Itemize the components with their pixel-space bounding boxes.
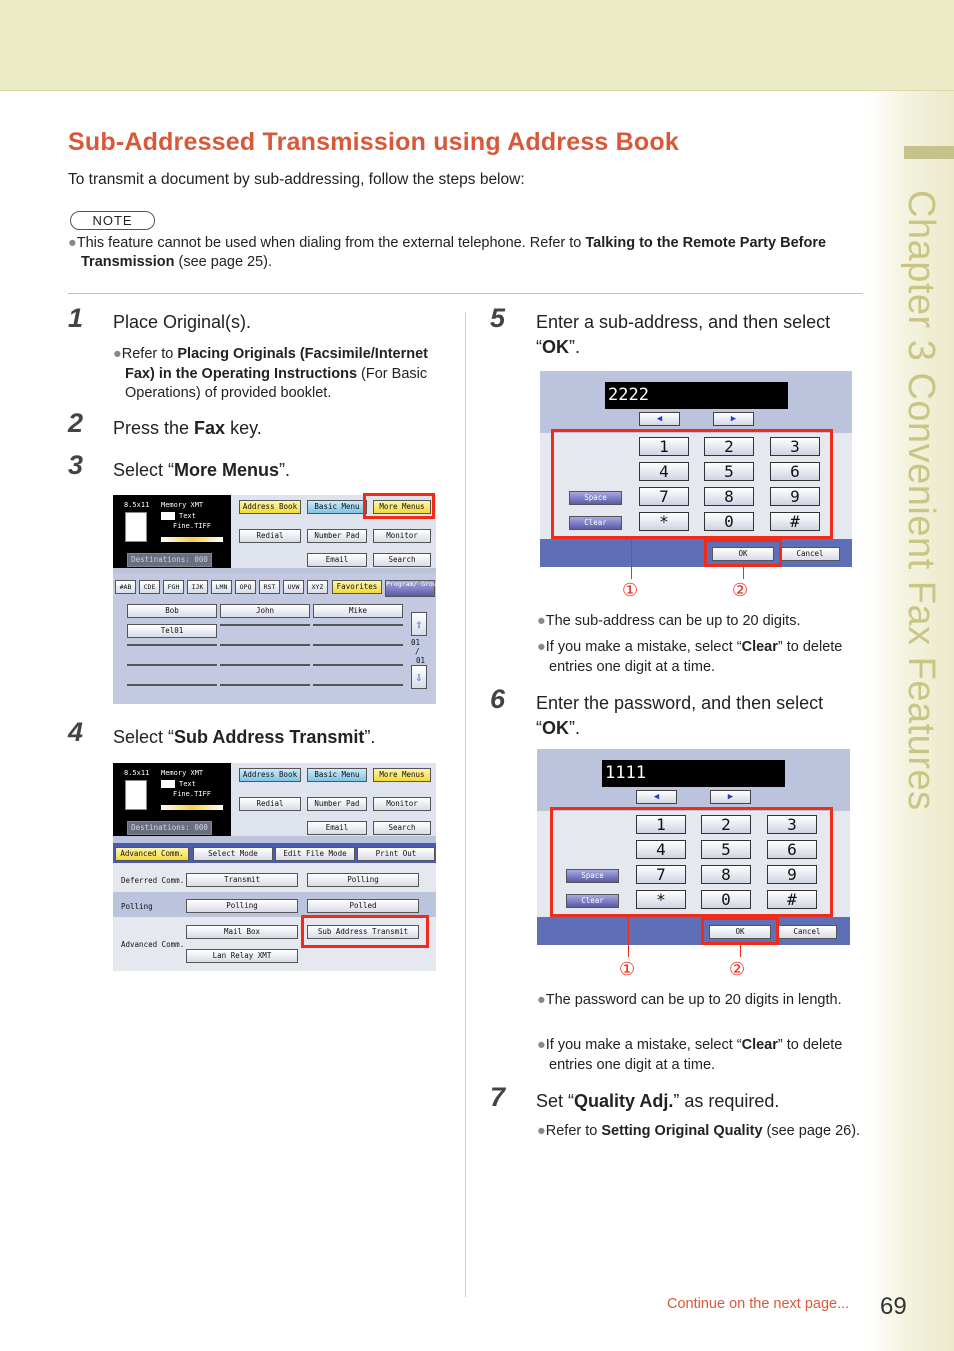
entry-empty[interactable] [313,664,403,666]
ok-button[interactable]: OK [712,547,774,561]
screen-advanced-comm: 8.5x11 Memory XMT Text Fine.TIFF Destinations: 000 Address Book Basic Menu More Menus Redial Number Pad Monitor Email Search Advanced Comm. Select Mode Edit File Mode Print Out Deferred Comm. Transmit Polling Polling Polling Polled Advanced Comm. Mail Box Sub Address Transmit Lan Relay XMT [113,763,436,971]
monitor-button[interactable]: Monitor [373,529,431,543]
bullet-icon: ● [68,235,77,251]
mail-box-button[interactable]: Mail Box [186,925,298,939]
step-number: 5 [490,303,506,333]
step-number: 1 [68,303,84,333]
sub-address-transmit-button[interactable]: Sub Address Transmit [307,925,419,939]
column-divider [465,312,466,1297]
key-8[interactable]: 8 [701,865,751,884]
step-bullet: ●If you make a mistake, select “Clear” to delete entries one digit at a time. [537,1037,843,1073]
status-panel: 8.5x11 Memory XMT Text Fine.TIFF Destinations: 000 [113,763,231,836]
step-text: Set “Quality Adj.” as required. [536,1091,780,1111]
key-7[interactable]: 7 [639,487,689,506]
step-number: 4 [68,717,84,747]
basic-menu-button[interactable]: Basic Menu [307,500,367,514]
key-9[interactable]: 9 [767,865,817,884]
favorites-tab[interactable]: Favorites [332,580,382,594]
step-number: 6 [490,684,506,714]
alpha-tab[interactable]: #AB [115,580,136,594]
key-2[interactable]: 2 [704,437,754,456]
email-button[interactable]: Email [307,821,367,835]
callout-line [743,567,744,579]
callout-line [631,539,632,579]
scroll-down-icon[interactable]: ⇩ [411,665,427,689]
scroll-up-icon[interactable]: ⇧ [411,612,427,636]
step-text: Enter a sub-address, and then select “OK”. [536,312,831,357]
entry-mike[interactable]: Mike [313,604,403,618]
tab-print-out[interactable]: Print Out [357,847,435,861]
callout-1: ① [619,959,636,979]
key-1[interactable]: 1 [636,815,686,834]
step-number: 7 [490,1082,506,1112]
key-8[interactable]: 8 [704,487,754,506]
key-star[interactable]: * [639,512,689,531]
alpha-tab[interactable]: CDE [139,580,160,594]
step-text: Enter the password, and then select “OK”. [536,693,824,738]
entry-empty[interactable] [127,644,217,646]
tab-edit-file-mode[interactable]: Edit File Mode [275,847,355,861]
number-pad-button[interactable]: Number Pad [307,529,367,543]
number-pad-button[interactable]: Number Pad [307,797,367,811]
polling-button[interactable]: Polling [186,899,298,913]
entry-empty[interactable] [127,664,217,666]
note-text: ●This feature cannot be used when dialing from the external telephone. Refer to Talking to the Remote Party Before Transmission (see page 25). [68,235,827,270]
note-badge: NOTE [70,211,155,230]
entry-empty[interactable] [220,624,310,626]
alpha-tab[interactable]: FGH [163,580,184,594]
highlight-ring [550,807,833,917]
polled-button[interactable]: Polled [307,899,419,913]
monitor-button[interactable]: Monitor [373,797,431,811]
tab-select-mode[interactable]: Select Mode [193,847,273,861]
program-group-tab[interactable]: Program/ Group [385,580,435,597]
step-text: Place Original(s). [113,312,252,332]
intro-text: To transmit a document by sub-addressing, follow the steps below: [68,171,525,188]
highlight-ring [551,429,833,539]
step-bullet: ●Refer to Placing Originals (Facsimile/Internet Fax) in the Operating Instructions (For Basic Operations) of provided booklet. [113,346,428,401]
password-display: 1111 [602,760,785,787]
space-button[interactable]: Space [569,491,622,505]
section-heading: Sub-Addressed Transmission using Address Book [68,128,679,156]
address-book-button[interactable]: Address Book [239,500,301,514]
search-button[interactable]: Search [373,821,431,835]
callout-2: ② [732,580,749,600]
space-button[interactable]: Space [566,869,619,883]
email-button[interactable]: Email [307,553,367,567]
key-4[interactable]: 4 [636,840,686,859]
step-number: 2 [68,408,84,438]
status-panel: 8.5x11 Memory XMT Text Fine.TIFF Destinations: 000 [113,495,231,568]
lan-relay-button[interactable]: Lan Relay XMT [186,949,298,963]
key-star[interactable]: * [636,890,686,909]
cancel-button[interactable]: Cancel [777,925,837,939]
entry-empty[interactable] [220,664,310,666]
alpha-tab[interactable]: XYZ [307,580,328,594]
tab-advanced-comm[interactable]: Advanced Comm. [115,847,189,861]
search-button[interactable]: Search [373,553,431,567]
key-0[interactable]: 0 [704,512,754,531]
key-hash[interactable]: # [770,512,820,531]
alpha-tab[interactable]: UVW [283,580,304,594]
more-menus-button[interactable]: More Menus [373,500,431,514]
key-5[interactable]: 5 [701,840,751,859]
key-2[interactable]: 2 [701,815,751,834]
key-0[interactable]: 0 [701,890,751,909]
entry-bob[interactable]: Bob [127,604,217,618]
alpha-tab[interactable]: RST [259,580,280,594]
entry-empty[interactable] [127,684,217,686]
density-bar [161,805,223,810]
entry-empty[interactable] [313,684,403,686]
callout-line [628,917,629,957]
callout-2: ② [729,959,746,979]
clear-button[interactable]: Clear [566,894,619,908]
left-arrow-icon[interactable]: ◀ [639,412,680,426]
step-bullet: ●The password can be up to 20 digits in length. [537,992,842,1008]
highlight-ring [363,493,435,519]
keypad-screen-password [537,749,850,945]
entry-empty[interactable] [220,644,310,646]
chapter-tab [904,146,954,159]
keypad-screen-subaddress [540,371,852,567]
key-9[interactable]: 9 [770,487,820,506]
entry-empty[interactable] [220,684,310,686]
alpha-tab[interactable]: OPQ [235,580,256,594]
highlight-ring [701,917,779,945]
callout-line [740,945,741,957]
highlight-ring [704,539,782,567]
left-arrow-icon[interactable]: ◀ [636,790,677,804]
step-text: Select “Sub Address Transmit”. [113,727,376,747]
highlight-ring [301,915,429,948]
key-6[interactable]: 6 [770,462,820,481]
polling-button[interactable]: Polling [307,873,419,887]
chapter-title: Chapter 3 Convenient Fax Features [900,190,942,811]
continue-link[interactable]: Continue on the next page... [667,1296,850,1312]
more-menus-button[interactable]: More Menus [373,768,431,782]
mode-icon [161,512,175,520]
page-number: 69 [880,1293,907,1320]
cancel-button[interactable]: Cancel [780,547,840,561]
entry-empty[interactable] [313,624,403,626]
subaddress-display: 2222 [605,382,788,409]
alpha-tab[interactable]: IJK [187,580,208,594]
key-hash[interactable]: # [767,890,817,909]
key-6[interactable]: 6 [767,840,817,859]
alpha-tab[interactable]: LMN [211,580,232,594]
basic-menu-button[interactable]: Basic Menu [307,768,367,782]
divider [68,293,863,294]
transmit-button[interactable]: Transmit [186,873,298,887]
key-7[interactable]: 7 [636,865,686,884]
key-3[interactable]: 3 [767,815,817,834]
key-3[interactable]: 3 [770,437,820,456]
step-bullet: ●If you make a mistake, select “Clear” to delete entries one digit at a time. [537,639,843,675]
ok-button[interactable]: OK [709,925,771,939]
redial-button[interactable]: Redial [239,529,301,543]
key-5[interactable]: 5 [704,462,754,481]
top-band [0,0,954,91]
right-arrow-icon[interactable]: ▶ [713,412,754,426]
step-text: Select “More Menus”. [113,460,291,480]
redial-button[interactable]: Redial [239,797,301,811]
step-bullet: ●The sub-address can be up to 20 digits. [537,613,801,629]
key-4[interactable]: 4 [639,462,689,481]
callout-1: ① [622,580,639,600]
step-text: Press the Fax key. [113,418,262,438]
address-book-button[interactable]: Address Book [239,768,301,782]
clear-button[interactable]: Clear [569,516,622,530]
key-1[interactable]: 1 [639,437,689,456]
mode-icon [161,780,175,788]
document-icon [125,780,147,810]
entry-tel01[interactable]: Tel01 [127,624,217,638]
step-number: 3 [68,450,84,480]
step-bullet: ●Refer to Setting Original Quality (see page 26). [537,1123,861,1139]
page-indicator: 01 [411,638,421,647]
entry-empty[interactable] [313,644,403,646]
density-bar [161,537,223,542]
document-icon [125,512,147,542]
entry-john[interactable]: John [220,604,310,618]
right-arrow-icon[interactable]: ▶ [710,790,751,804]
screen-more-menus: 8.5x11 Memory XMT Text Fine.TIFF Destinations: 000 Address Book Basic Menu More Menus Redial Number Pad Monitor Email Search Favorites Program/ Group Bob John Mike Tel01 ⇧ 01 / 01 ⇩ #AB CDE FGH IJK LMN OPQ RST UVW XYZ [113,495,436,704]
